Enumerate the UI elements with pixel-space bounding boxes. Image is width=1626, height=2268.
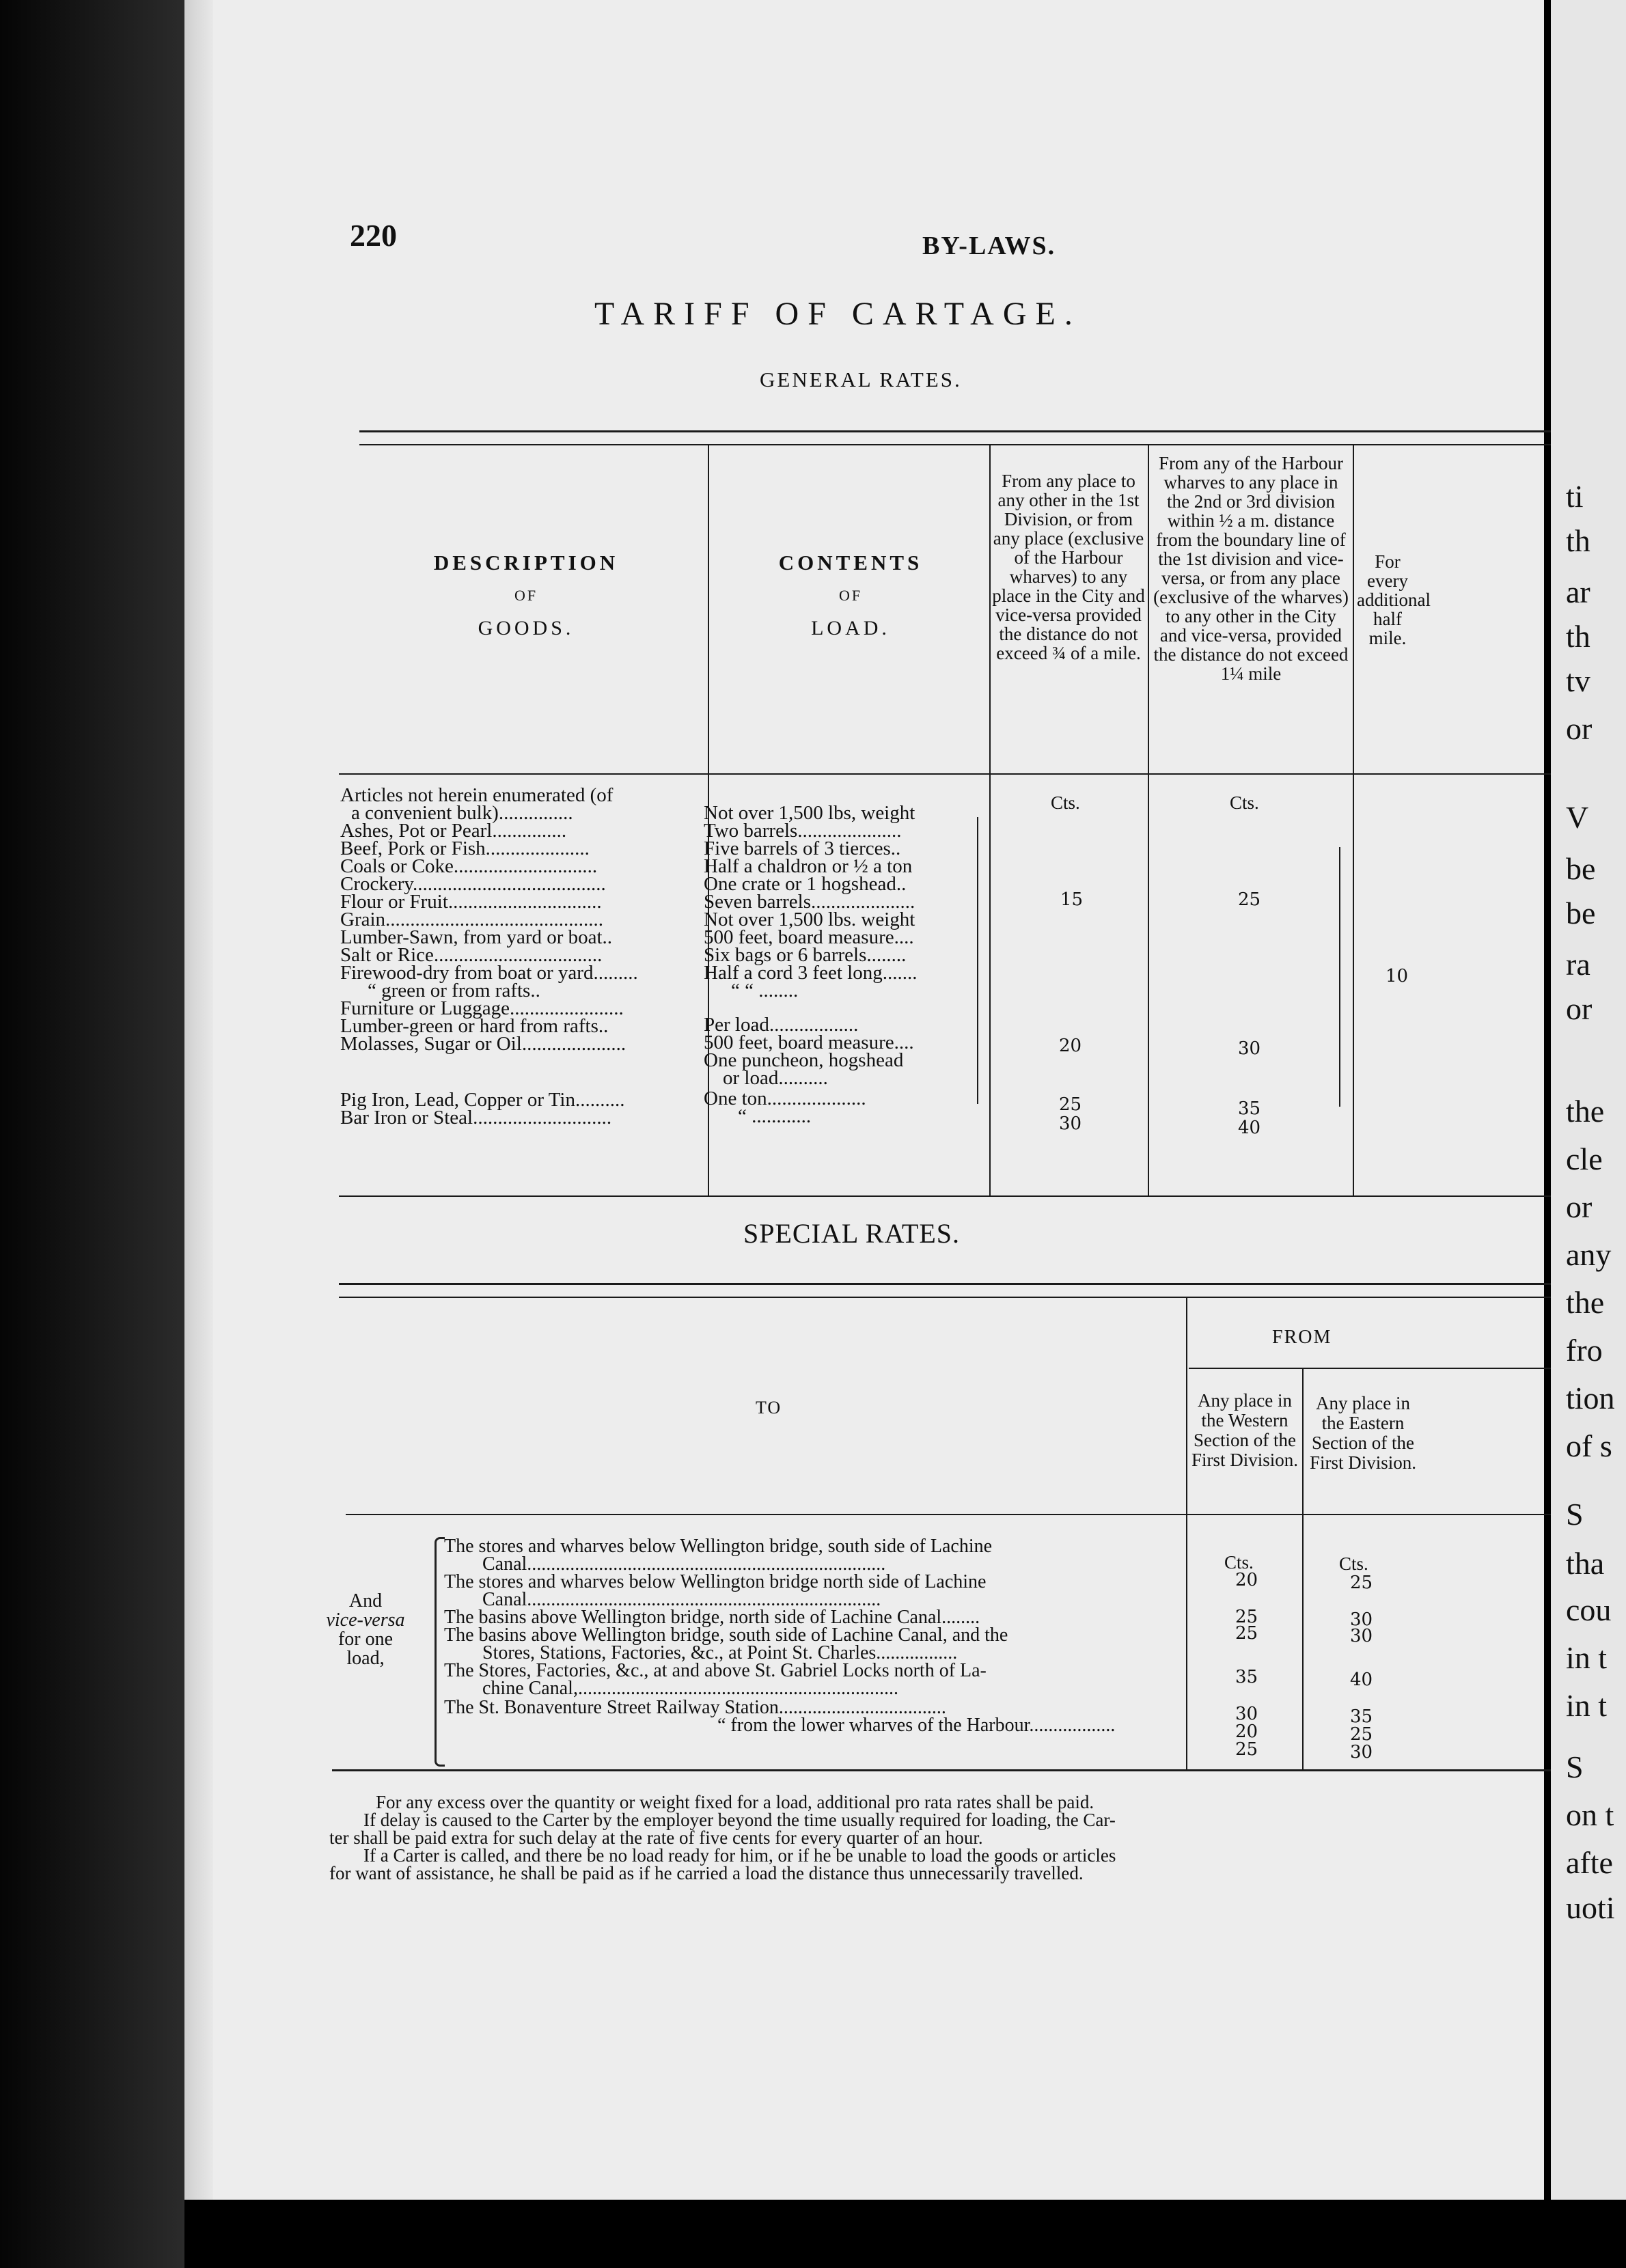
destination-line: The basins above Wellington bridge, south side of Lachine Canal, and the xyxy=(444,1624,1008,1646)
adjacent-page-fragment: be xyxy=(1566,896,1596,930)
goods-line: Furniture or Luggage....................... xyxy=(340,997,624,1019)
adjacent-page-fragment: on t xyxy=(1566,1797,1614,1832)
general-rates-heading: GENERAL RATES. xyxy=(760,368,962,391)
adjacent-page-fragment: cle xyxy=(1566,1142,1603,1176)
goods-line: Grain............................................ xyxy=(340,909,604,930)
special-header-rule xyxy=(346,1514,1582,1515)
goods-line: Crockery....................................... xyxy=(340,873,606,895)
rate-value: 40 xyxy=(1238,1118,1261,1138)
contents-line: Five barrels of 3 tierces.. xyxy=(704,838,901,859)
special-top-rule-2 xyxy=(339,1297,1582,1298)
western-rate: 20 xyxy=(1235,1721,1258,1742)
destination-line: The stores and wharves below Wellington bridge north side of Lachine xyxy=(444,1571,987,1592)
rate-value: 25 xyxy=(1238,889,1261,910)
cents-label: Cts. xyxy=(1230,792,1259,813)
description-header-line-3: GOODS. xyxy=(478,617,575,639)
page-gutter xyxy=(184,0,213,2200)
goods-line: Salt or Rice.................................. xyxy=(340,944,603,966)
side-label-line: vice-versa xyxy=(326,1609,405,1631)
special-column-rule-1 xyxy=(1186,1298,1187,1769)
rate-value: 25 xyxy=(1059,1094,1082,1115)
destination-line: chine Canal,................................................................... xyxy=(482,1678,898,1699)
special-side-label xyxy=(314,1592,417,1668)
running-head: BY-LAWS. xyxy=(922,232,1056,260)
eastern-rate: 30 xyxy=(1350,1626,1373,1646)
goods-line: Lumber-green or hard from rafts.. xyxy=(340,1015,609,1037)
from-column-header: FROM xyxy=(1272,1327,1332,1348)
contents-line: One ton.................... xyxy=(704,1088,866,1109)
adjacent-page-fragment: th xyxy=(1566,619,1590,654)
cents-label: Cts. xyxy=(1051,792,1080,813)
rate-value: 15 xyxy=(1060,889,1084,910)
to-column-header: TO xyxy=(756,1398,782,1418)
eastern-rate: 40 xyxy=(1350,1670,1373,1690)
adjacent-page-fragment: be xyxy=(1566,851,1596,886)
table-top-rule-2 xyxy=(359,444,1603,445)
adjacent-page-fragment: S xyxy=(1566,1750,1584,1784)
cents-label: Cts. xyxy=(1224,1552,1254,1573)
destination-line: The St. Bonaventure Street Railway Station................................... xyxy=(444,1697,946,1718)
contents-line: Per load.................. xyxy=(704,1014,859,1036)
adjacent-page-fragment: tv xyxy=(1566,663,1590,698)
special-rates-heading: SPECIAL RATES. xyxy=(743,1218,961,1249)
contents-line: Not over 1,500 lbs. weight xyxy=(704,909,915,930)
goods-line: Pig Iron, Lead, Copper or Tin.......... xyxy=(340,1089,625,1111)
contents-line: Half a cord 3 feet long....... xyxy=(704,962,918,984)
adjacent-page-fragment: of s xyxy=(1566,1428,1612,1463)
adjacent-page-fragment: the xyxy=(1566,1094,1605,1129)
adjacent-page-fragment: any xyxy=(1566,1237,1612,1272)
adjacent-page-fragment: S xyxy=(1566,1497,1584,1532)
adjacent-page-fragment: tion xyxy=(1566,1381,1615,1415)
adjacent-page-fragment: fro xyxy=(1566,1333,1603,1368)
destination-line: The stores and wharves below Wellington bridge, south side of Lachine xyxy=(444,1536,993,1557)
goods-line: Beef, Pork or Fish..................... xyxy=(340,838,590,859)
adjacent-page-fragment: or xyxy=(1566,991,1593,1026)
western-rate: 20 xyxy=(1235,1570,1258,1590)
cents-label: Cts. xyxy=(1339,1553,1368,1574)
contents-line: One crate or 1 hogshead.. xyxy=(704,873,907,895)
table-header-rule xyxy=(339,773,1603,775)
goods-line: Firewood-dry from boat or yard......... xyxy=(340,962,638,984)
description-header xyxy=(389,547,663,645)
book-page xyxy=(184,0,1544,2200)
column-rule-3 xyxy=(1148,444,1149,1195)
description-header-line-2: OF xyxy=(514,587,538,604)
from-rule xyxy=(1189,1368,1558,1369)
page-title: TARIFF OF CARTAGE. xyxy=(594,296,1081,332)
rate-value: 30 xyxy=(1238,1038,1261,1059)
adjacent-page-fragment: uoti xyxy=(1566,1890,1615,1925)
footnote: ter shall be paid extra for such delay at the rate of five cents for every quarter of an hour. xyxy=(329,1827,983,1848)
contents-line: 500 feet, board measure.... xyxy=(704,1032,914,1053)
contents-header-line-1: CONTENTS xyxy=(778,551,923,575)
eastern-rate: 25 xyxy=(1350,1573,1373,1593)
goods-line: Molasses, Sugar or Oil..................... xyxy=(340,1033,626,1055)
goods-line: Lumber-Sawn, from yard or boat.. xyxy=(340,926,613,948)
destination-line: The Stores, Factories, &c., at and above St. Gabriel Locks north of La- xyxy=(444,1660,987,1681)
side-label-line: And xyxy=(348,1590,383,1612)
adjacent-page xyxy=(1551,0,1626,2200)
table-top-rule xyxy=(359,430,1603,432)
western-rate: 35 xyxy=(1235,1667,1258,1687)
additional-brace xyxy=(1339,847,1340,1107)
goods-line: Flour or Fruit............................... xyxy=(340,891,602,913)
description-header-line-1: DESCRIPTION xyxy=(433,551,619,575)
goods-line: Bar Iron or Steal............................ xyxy=(340,1107,612,1129)
rate-value: 10 xyxy=(1386,966,1409,986)
goods-line: Ashes, Pot or Pearl............... xyxy=(340,820,567,842)
goods-line: a convenient bulk)............... xyxy=(351,802,573,824)
scan-dark-edge xyxy=(0,0,184,2268)
western-rate: 25 xyxy=(1235,1623,1258,1644)
contents-line: One puncheon, hogshead xyxy=(704,1049,904,1071)
adjacent-page-fragment: in t xyxy=(1566,1688,1608,1723)
second-third-division-rate-header: From any of the Harbour wharves to any place in the 2nd or 3rd division within ½ a m. distance from the boundary line of the 1st division and vice-versa, or from any place (exclusive of the wharves) to any other in the City and vice-versa, provided the distance do not exceed 1¼ mile xyxy=(1153,453,1349,684)
column-rule-4 xyxy=(1353,444,1354,1195)
eastern-rate: 25 xyxy=(1350,1724,1373,1745)
contents-header-line-2: OF xyxy=(838,587,863,604)
western-rate: 25 xyxy=(1235,1607,1258,1627)
special-destinations-brace xyxy=(435,1537,445,1767)
western-rate: 25 xyxy=(1235,1739,1258,1760)
contents-line: Not over 1,500 lbs, weight xyxy=(704,802,915,824)
additional-half-mile-header: For every additional half mile. xyxy=(1357,551,1431,648)
destination-line: Canal.......................................................................... xyxy=(482,1589,881,1610)
adjacent-page-fragment: ti xyxy=(1566,479,1584,514)
western-rate: 30 xyxy=(1235,1704,1258,1724)
eastern-rate: 30 xyxy=(1350,1609,1373,1630)
contents-line: Two barrels..................... xyxy=(704,820,902,842)
adjacent-page-fragment: ra xyxy=(1566,947,1590,982)
contents-line: “ ............ xyxy=(738,1105,812,1127)
adjacent-page-fragment: tha xyxy=(1566,1546,1605,1581)
special-column-rule-2 xyxy=(1302,1369,1304,1769)
contents-line: or load.......... xyxy=(723,1067,828,1089)
adjacent-page-fragment: in t xyxy=(1566,1640,1608,1675)
adjacent-page-fragment: cou xyxy=(1566,1592,1612,1627)
adjacent-page-fragment: or xyxy=(1566,1189,1593,1224)
contents-header xyxy=(724,547,977,645)
contents-header-line-3: LOAD. xyxy=(811,617,890,639)
footnote: for want of assistance, he shall be paid as if he carried a load the distance thus unnecessarily travelled. xyxy=(329,1863,1084,1883)
special-bottom-rule xyxy=(332,1769,1582,1771)
adjacent-page-fragment: the xyxy=(1566,1285,1605,1320)
destination-line: Stores, Stations, Factories, &c., at Point St. Charles................. xyxy=(482,1642,958,1663)
destination-line: “ from the lower wharves of the Harbour.................. xyxy=(717,1715,1116,1736)
table-bottom-rule xyxy=(339,1195,1593,1197)
eastern-rate: 35 xyxy=(1350,1706,1373,1727)
contents-line: Seven barrels..................... xyxy=(704,891,915,913)
contents-line: Six bags or 6 barrels........ xyxy=(704,944,907,966)
footnote: If delay is caused to the Carter by the employer beyond the time usually required for loading, the Car- xyxy=(363,1810,1116,1830)
special-top-rule xyxy=(339,1283,1582,1285)
footnote: For any excess over the quantity or weight fixed for a load, additional pro rata rates shall be paid. xyxy=(376,1792,1094,1812)
from-eastern-header: Any place in the Eastern Section of the First Division. xyxy=(1309,1393,1417,1473)
side-label-line: for one xyxy=(337,1629,394,1650)
goods-line: “ green or from rafts.. xyxy=(368,980,540,1001)
rate-value: 35 xyxy=(1238,1098,1261,1119)
page-number: 220 xyxy=(350,218,397,253)
contents-brace xyxy=(977,817,978,1104)
column-rule-2 xyxy=(989,444,991,1195)
destination-line: Canal........................................................................... xyxy=(482,1553,886,1575)
footnote: If a Carter is called, and there be no load ready for him, or if he be unable to load the goods or articles xyxy=(363,1845,1116,1866)
goods-line: Articles not herein enumerated (of xyxy=(340,784,614,806)
first-division-rate-header: From any place to any other in the 1st Division, or from any place (exclusive of the Harbour wharves) to any place in the City and vice-versa provided the distance do not exceed ¾ of a mile. xyxy=(992,471,1145,663)
adjacent-page-fragment: afte xyxy=(1566,1845,1613,1880)
destination-line: The basins above Wellington bridge, north side of Lachine Canal........ xyxy=(444,1607,980,1628)
goods-line: Coals or Coke............................. xyxy=(340,855,598,877)
adjacent-page-fragment: ar xyxy=(1566,575,1590,609)
contents-line: “ “ ........ xyxy=(731,980,799,1001)
from-western-header: Any place in the Western Section of the First Division. xyxy=(1191,1390,1299,1470)
rate-value: 30 xyxy=(1059,1114,1082,1134)
contents-line: Half a chaldron or ½ a ton xyxy=(704,855,913,877)
eastern-rate: 30 xyxy=(1350,1742,1373,1762)
side-label-line: load, xyxy=(346,1648,385,1669)
adjacent-page-fragment: th xyxy=(1566,523,1590,558)
adjacent-page-fragment: or xyxy=(1566,711,1593,746)
rate-value: 20 xyxy=(1059,1036,1082,1056)
adjacent-page-fragment: V xyxy=(1566,800,1589,835)
contents-line: 500 feet, board measure.... xyxy=(704,926,914,948)
